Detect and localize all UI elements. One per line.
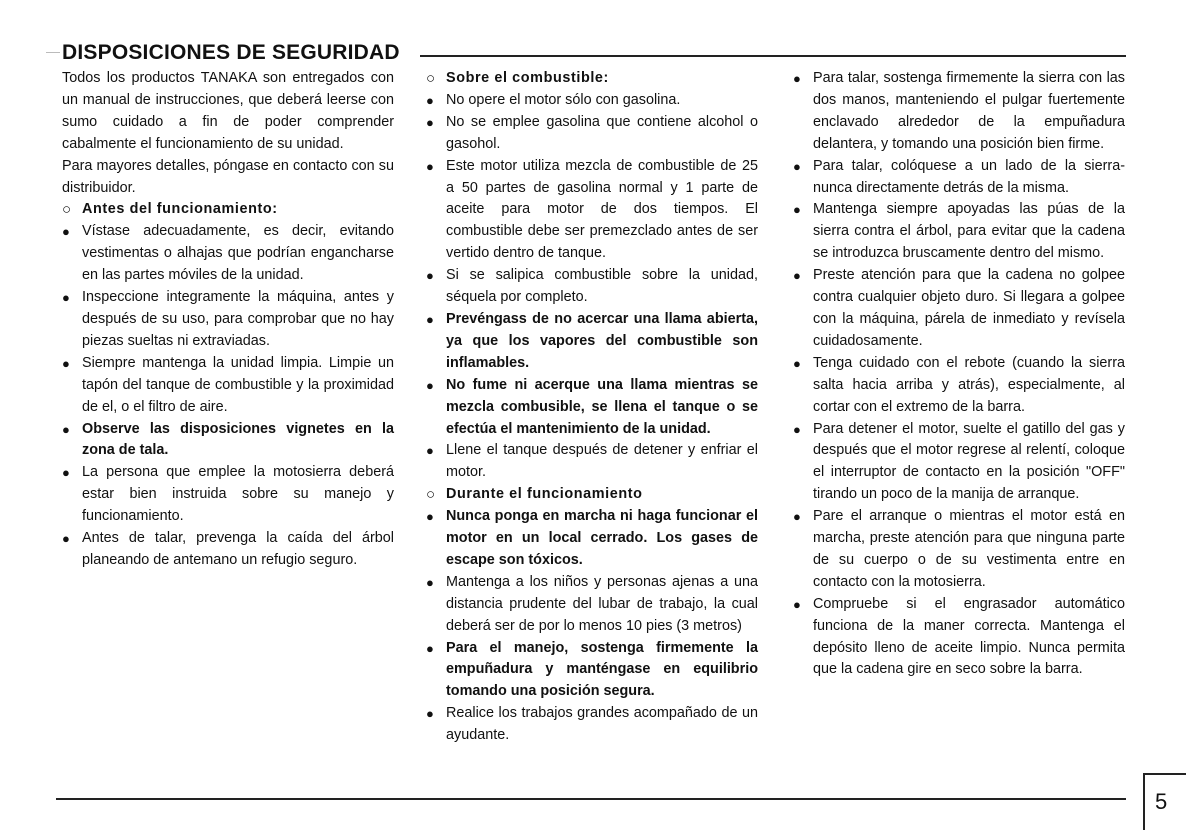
list-item (426, 112, 758, 156)
item-text: Mantenga a los niños y personas ajenas a una distancia prudente del lubar de trabajo, la cual deberá ser de por lo menos 10 pies (3 metros) (446, 573, 758, 634)
list-item (426, 309, 758, 375)
item-text: Prevéngass de no acercar una llama abierta, ya que los vapores del combustible son inflamables. (446, 310, 758, 371)
list-item (793, 594, 1125, 682)
heading-text: Sobre el combustible: (446, 70, 609, 86)
bullet-icon: ● (793, 268, 801, 284)
list-item (62, 528, 394, 572)
item-text: La persona que emplee la motosierra deberá estar bien instruida sobre su manejo y funcionamiento. (82, 464, 394, 525)
bullet-icon: ● (793, 355, 801, 371)
bullet-icon: ● (426, 640, 434, 656)
bullet-icon: ● (793, 421, 801, 437)
bullet-icon: ● (62, 224, 70, 240)
item-text: Pare el arranque o mientras el motor está en marcha, preste atención para que ninguna parte de su cuerpo o de su vestimenta entre en contacto con la motosierra. (813, 508, 1125, 590)
item-text: Compruebe si el engrasador automático funciona de la maner correcta. Mantenga el depósito lleno de aceite limpio. Nunca permita que la cadena gire en seco sobre la barra. (813, 595, 1125, 678)
column-2 (426, 68, 758, 747)
list-item (426, 572, 758, 638)
list-item (793, 199, 1125, 265)
item-text: Para talar, sostenga firmemente la sierra con las dos manos, manteniendo el pulgar fuertemente enclavado alrededor de la empuñadura delantera, y tomando una posición bien firme. (813, 70, 1125, 152)
list-item (426, 440, 758, 484)
item-text: Realice los trabajos grandes acompañado de un ayudante. (446, 705, 758, 744)
item-text: Este motor utiliza mezcla de combustible de 25 a 50 partes de gasolina normal y 1 parte de aceite para motor de dos tiempos. El combustible debe ser premezclado antes de ser vertido dentro de tanque. (446, 157, 758, 262)
column-1 (62, 68, 394, 572)
page-number: 5 (1155, 789, 1168, 814)
item-text: No opere el motor sólo con gasolina. (446, 91, 681, 108)
contact-paragraph: Para mayores detalles, póngase en contacto con su distribuidor. (62, 157, 394, 196)
list-item (793, 353, 1125, 419)
bullet-icon: ● (62, 355, 70, 371)
bullet-icon: ● (62, 421, 70, 437)
bullet-icon: ● (426, 574, 434, 590)
bullet-icon: ● (426, 706, 434, 722)
section-heading-before-operation (62, 199, 394, 221)
item-text: Mantenga siempre apoyadas las púas de la sierra contra el árbol, para evitar que la cadena se introduzca bruscamente dentro del mismo. (813, 201, 1125, 262)
item-text: Para detener el motor, suelte el gatillo del gas y después que el motor regrese al relentí, coloque el interruptor de contacto en la posición "OFF" tirando un poco de la manija de arranque. (813, 420, 1125, 503)
list-item (62, 221, 394, 287)
bullet-icon: ● (793, 71, 801, 86)
list-item (426, 638, 758, 704)
column-3 (793, 68, 1125, 681)
item-text: Llene el tanque después de detener y enfriar el motor. (446, 442, 758, 481)
item-text: No fume ni acerque una llama mientras se mezcla combusible, se llena el tanque o se efectúa el mantenimiento de la unidad. (446, 376, 758, 437)
item-text: Vístase adecuadamente, es decir, evitando vestimentas o alhajas que podrían engancharse en las partes móviles de la unidad. (82, 223, 394, 284)
item-text: Preste atención para que la cadena no golpee contra cualquier objeto duro. Si llegara a golpee con la máquina, párela de inmediato y revísela cuidadosamente. (813, 267, 1125, 349)
list-item (426, 90, 758, 112)
list-item (62, 462, 394, 528)
bullet-icon: ● (426, 268, 434, 284)
item-text: Para talar, colóquese a un lado de la sierra-nunca directamente detrás de la misma. (813, 157, 1125, 196)
bullet-icon: ● (62, 290, 70, 306)
bullet-icon: ● (426, 443, 434, 459)
page-title: DISPOSICIONES DE SEGURIDAD (62, 41, 400, 64)
list-item (793, 156, 1125, 200)
list-item (793, 265, 1125, 353)
list-item (426, 265, 758, 309)
bullet-icon: ● (793, 509, 801, 525)
item-text: Si se salipica combustible sobre la unidad, séquela por completo. (446, 267, 758, 306)
item-text: Observe las disposiciones vignetes en la zona de tala. (82, 420, 394, 459)
heading-text: Antes del funcionamiento: (82, 201, 278, 218)
bullet-icon: ● (62, 531, 70, 547)
item-text: Nunca ponga en marcha ni haga funcionar el motor en un local cerrado. Los gases de escape son tóxicos. (446, 508, 758, 568)
list-item (426, 375, 758, 441)
page-number-frame-horizontal (1143, 773, 1186, 775)
hollow-circle-icon: ○ (62, 201, 72, 219)
bullet-icon: ● (793, 596, 801, 612)
item-text: Inspeccione integramente la máquina, antes y después de su uso, para comprobar que no hay piezas sueltas ni extraviadas. (82, 289, 394, 349)
item-text: Tenga cuidado con el rebote (cuando la sierra salta hacia arriba y atrás), especialmente, al cortar con el extremo de la barra. (813, 354, 1125, 415)
intro-paragraph: Todos los productos TANAKA son entregados con un manual de instrucciones, que deberá leerse con sumo cuidado a fin de poder comprender cabalmente el funcionamiento de su unidad. (62, 70, 394, 152)
bullet-icon: ● (426, 509, 434, 525)
item-text: Antes de talar, prevenga la caída del árbol planeando de antemano un refugio seguro. (82, 530, 394, 568)
bullet-icon: ● (426, 114, 434, 130)
list-item (62, 419, 394, 463)
page-number-frame-vertical (1143, 773, 1145, 830)
list-item (793, 506, 1125, 594)
bullet-icon: ● (62, 465, 70, 481)
list-item (426, 156, 758, 266)
list-item (793, 68, 1125, 156)
title-lead-dash (46, 52, 60, 53)
hollow-circle-icon: ○ (426, 486, 436, 504)
item-text: No se emplee gasolina que contiene alcohol o gasohol. (446, 113, 758, 152)
title-rule (420, 55, 1126, 57)
bullet-icon: ● (793, 158, 801, 174)
list-item (793, 419, 1125, 507)
bullet-icon: ● (426, 92, 434, 108)
hollow-circle-icon: ○ (426, 70, 436, 87)
list-item (426, 506, 758, 572)
list-item (426, 703, 758, 747)
section-heading-during-operation (426, 484, 758, 506)
bullet-icon: ● (426, 158, 434, 174)
list-item (62, 353, 394, 419)
item-text: Siempre mantenga la unidad limpia. Limpie un tapón del tanque de combustible y la proximidad de el, o el filtro de aire. (82, 354, 394, 415)
section-heading-fuel (426, 68, 758, 90)
bullet-icon: ● (793, 202, 801, 218)
bullet-icon: ● (426, 311, 434, 327)
footer-rule (56, 798, 1126, 800)
heading-text: Durante el funcionamiento (446, 486, 643, 503)
list-item (62, 287, 394, 353)
item-text: Para el manejo, sostenga firmemente la empuñadura y manténgase en equilibrio tomando una posición segura. (446, 639, 758, 700)
bullet-icon: ● (426, 377, 434, 393)
